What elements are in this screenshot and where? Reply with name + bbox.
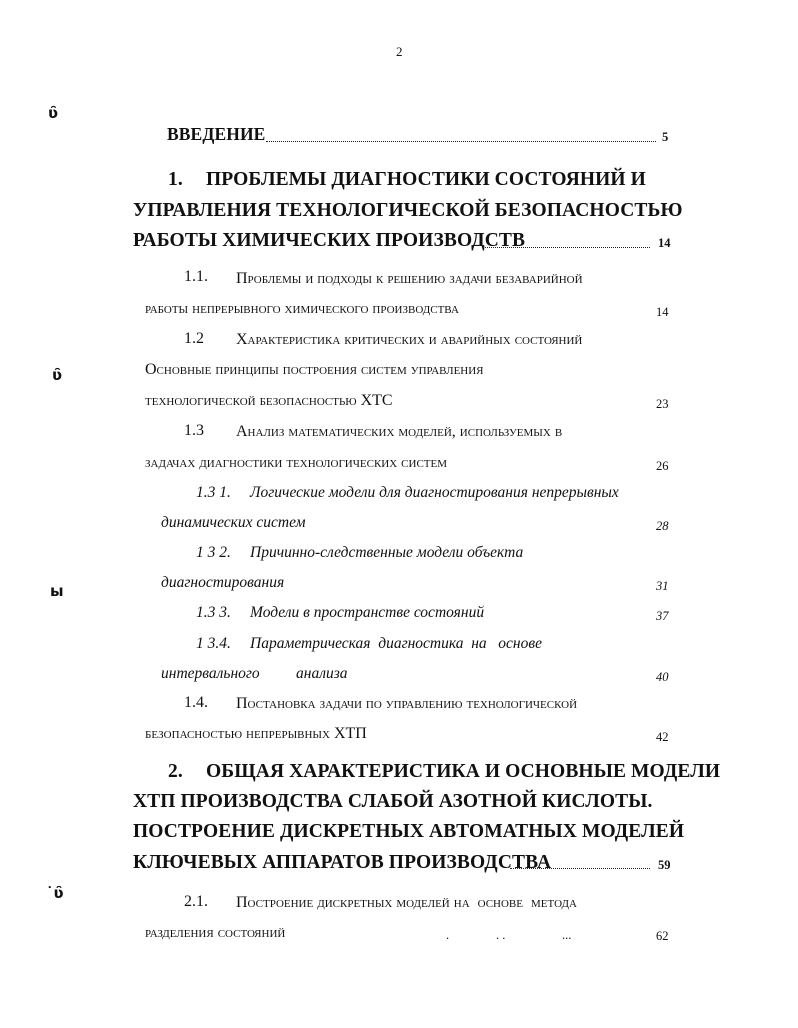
stray-dots: . (446, 928, 450, 942)
section-number: 1.3 (184, 422, 204, 439)
page-ref: 31 (656, 579, 669, 593)
page-ref: 37 (656, 609, 669, 623)
subsection-number: 1.3 1. (196, 484, 231, 501)
subsection-title-line: Модели в пространстве состояний (250, 604, 485, 621)
page-ref: 5 (662, 130, 669, 144)
section-number: 2.1. (184, 893, 208, 910)
subsection-title-line: Причинно-следственные модели объекта (250, 544, 524, 561)
page-ref: 40 (656, 670, 669, 684)
section-title-line: разделения состояний (145, 924, 286, 941)
subsection-title-line: анализа (296, 665, 348, 682)
page-ref: 62 (656, 929, 669, 943)
dot-leader (482, 247, 650, 248)
margin-mark: ʋ̑ (52, 366, 63, 384)
page-ref: 26 (656, 459, 669, 473)
subsection-title-line: Параметрическая диагностика на основе (250, 635, 542, 652)
page-ref: 28 (656, 519, 669, 533)
chapter-title-line: КЛЮЧЕВЫХ АППАРАТОВ ПРОИЗВОДСТВА (133, 852, 552, 873)
chapter-title-line: ПОСТРОЕНИЕ ДИСКРЕТНЫХ АВТОМАТНЫХ МОДЕЛЕЙ (133, 821, 685, 842)
subsection-title-line: Логические модели для диагностирования непрерывных (250, 484, 619, 501)
chapter-number: 1. (168, 169, 183, 190)
chapter-title-line: ПРОБЛЕМЫ ДИАГНОСТИКИ СОСТОЯНИЙ И (206, 169, 646, 190)
subsection-title-line: диагностирования (161, 574, 285, 591)
margin-mark: ˙ʋ̑ (46, 884, 64, 902)
page-number: 2 (396, 44, 403, 59)
section-title-line: Анализ математических моделей, используемых в (236, 423, 563, 440)
page-ref: 23 (656, 397, 669, 411)
section-title-line: Постановка задачи по управлению технологической (236, 695, 578, 712)
page-ref: 14 (658, 236, 671, 250)
page-ref: 59 (658, 858, 671, 872)
chapter-title-line: ОБЩАЯ ХАРАКТЕРИСТИКА И ОСНОВНЫЕ МОДЕЛИ (206, 761, 721, 782)
section-number: 1.4. (184, 694, 208, 711)
section-title-line: технологической безопасностью ХТС (145, 392, 393, 409)
section-number: 1.2 (184, 330, 204, 347)
subsection-number: 1.3 3. (196, 604, 231, 621)
subsection-title-line: интервального (161, 665, 260, 682)
section-number: 1.1. (184, 268, 208, 285)
page-ref: 42 (656, 730, 669, 744)
chapter-number: 2. (168, 761, 183, 782)
dot-leader (510, 868, 650, 869)
dot-leader (266, 141, 656, 142)
entry-title: ВВЕДЕНИЕ (167, 124, 266, 144)
page-ref: 14 (656, 305, 669, 319)
stray-dots: ... (562, 928, 572, 942)
chapter-title-line: РАБОТЫ ХИМИЧЕСКИХ ПРОИЗВОДСТВ (133, 230, 526, 251)
section-title-line: безопасностью непрерывных ХТП (145, 725, 367, 742)
subsection-number: 1 3 2. (196, 544, 231, 561)
margin-mark: ы (50, 582, 64, 600)
margin-mark: ʋ̑ (48, 104, 59, 122)
section-title-line: Построение дискретных моделей на основе метода (236, 894, 577, 911)
chapter-title-line: ХТП ПРОИЗВОДСТВА СЛАБОЙ АЗОТНОЙ КИСЛОТЫ. (133, 791, 653, 812)
section-title-line: Основные принципы построения систем управления (145, 361, 484, 378)
section-title-line: задачах диагностики технологических систем (145, 454, 448, 471)
chapter-title-line: УПРАВЛЕНИЯ ТЕХНОЛОГИЧЕСКОЙ БЕЗОПАСНОСТЬЮ (133, 200, 683, 221)
section-title-line: Характеристика критических и аварийных состояний (236, 331, 583, 348)
section-title-line: Проблемы и подходы к решению задачи безаварийной (236, 270, 583, 287)
section-title-line: работы непрерывного химического производства (145, 300, 459, 317)
subsection-title-line: динамических систем (161, 514, 306, 531)
subsection-number: 1 3.4. (196, 635, 231, 652)
stray-dots: . . (496, 928, 506, 942)
